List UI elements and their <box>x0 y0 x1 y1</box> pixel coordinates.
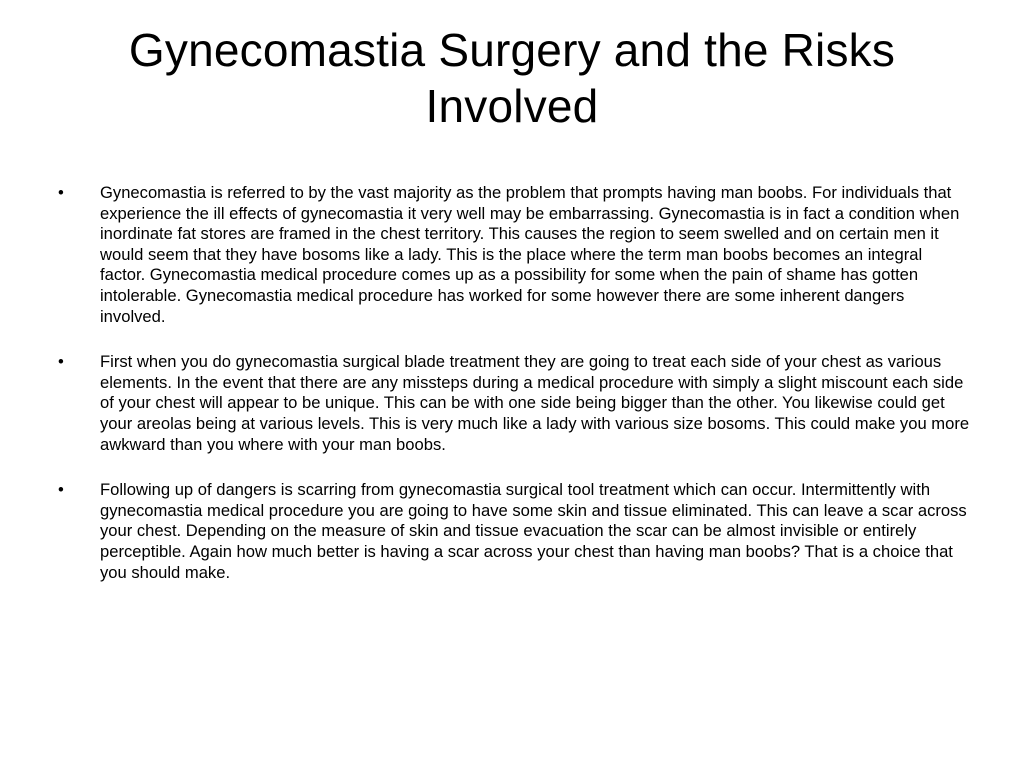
slide-title: Gynecomastia Surgery and the Risks Involved <box>128 24 896 132</box>
bullet-item-3 <box>58 480 970 583</box>
bullet-icon: • <box>58 183 64 202</box>
bullet-text: First when you do gynecomastia surgical blade treatment they are going to treat each side of your chest as various elements. In the event that there are any missteps during a medical procedure with simply a slight miscount each side of your chest will appear to be unique. This can be with one side being bigger than the other. You likewise could get your areolas being at various levels. This is very much like a lady with various size bosoms. This could make you more awkward than you where with your man boobs. <box>100 352 970 454</box>
bullet-icon: • <box>58 352 64 372</box>
bullet-icon: • <box>58 480 64 500</box>
bullet-item-2 <box>58 352 970 455</box>
bullet-text: Following up of dangers is scarring from gynecomastia surgical tool treatment which can occur. Intermittently with gynecomastia medical procedure you are going to have some skin and tissue eliminated. This can leave a scar across your chest. Depending on the measure of skin and tissue evacuation the scar can be almost invisible or entirely perceptible. Again how much better is having a scar across your chest than having man boobs? That is a choice that you should make. <box>100 480 967 582</box>
bullet-item-1 <box>58 183 970 327</box>
bullet-text: Gynecomastia is referred to by the vast majority as the problem that prompts having man boobs. For individuals that experience the ill effects of gynecomastia it very well may be embarrassing. Gynecomastia is in fact a condition when inordinate fat stores are framed in the chest territory. This causes the region to seem swelled and on certain men it would seem that they have bosoms like a lady. This is the place where the term man boobs becomes an integral factor. Gynecomastia medical procedure comes up as a possibility for some when the pain of shame has gotten intolerable. Gynecomastia medical procedure has worked for some however there are some inherent dangers involved. <box>100 183 960 326</box>
bullet-list <box>58 183 970 608</box>
